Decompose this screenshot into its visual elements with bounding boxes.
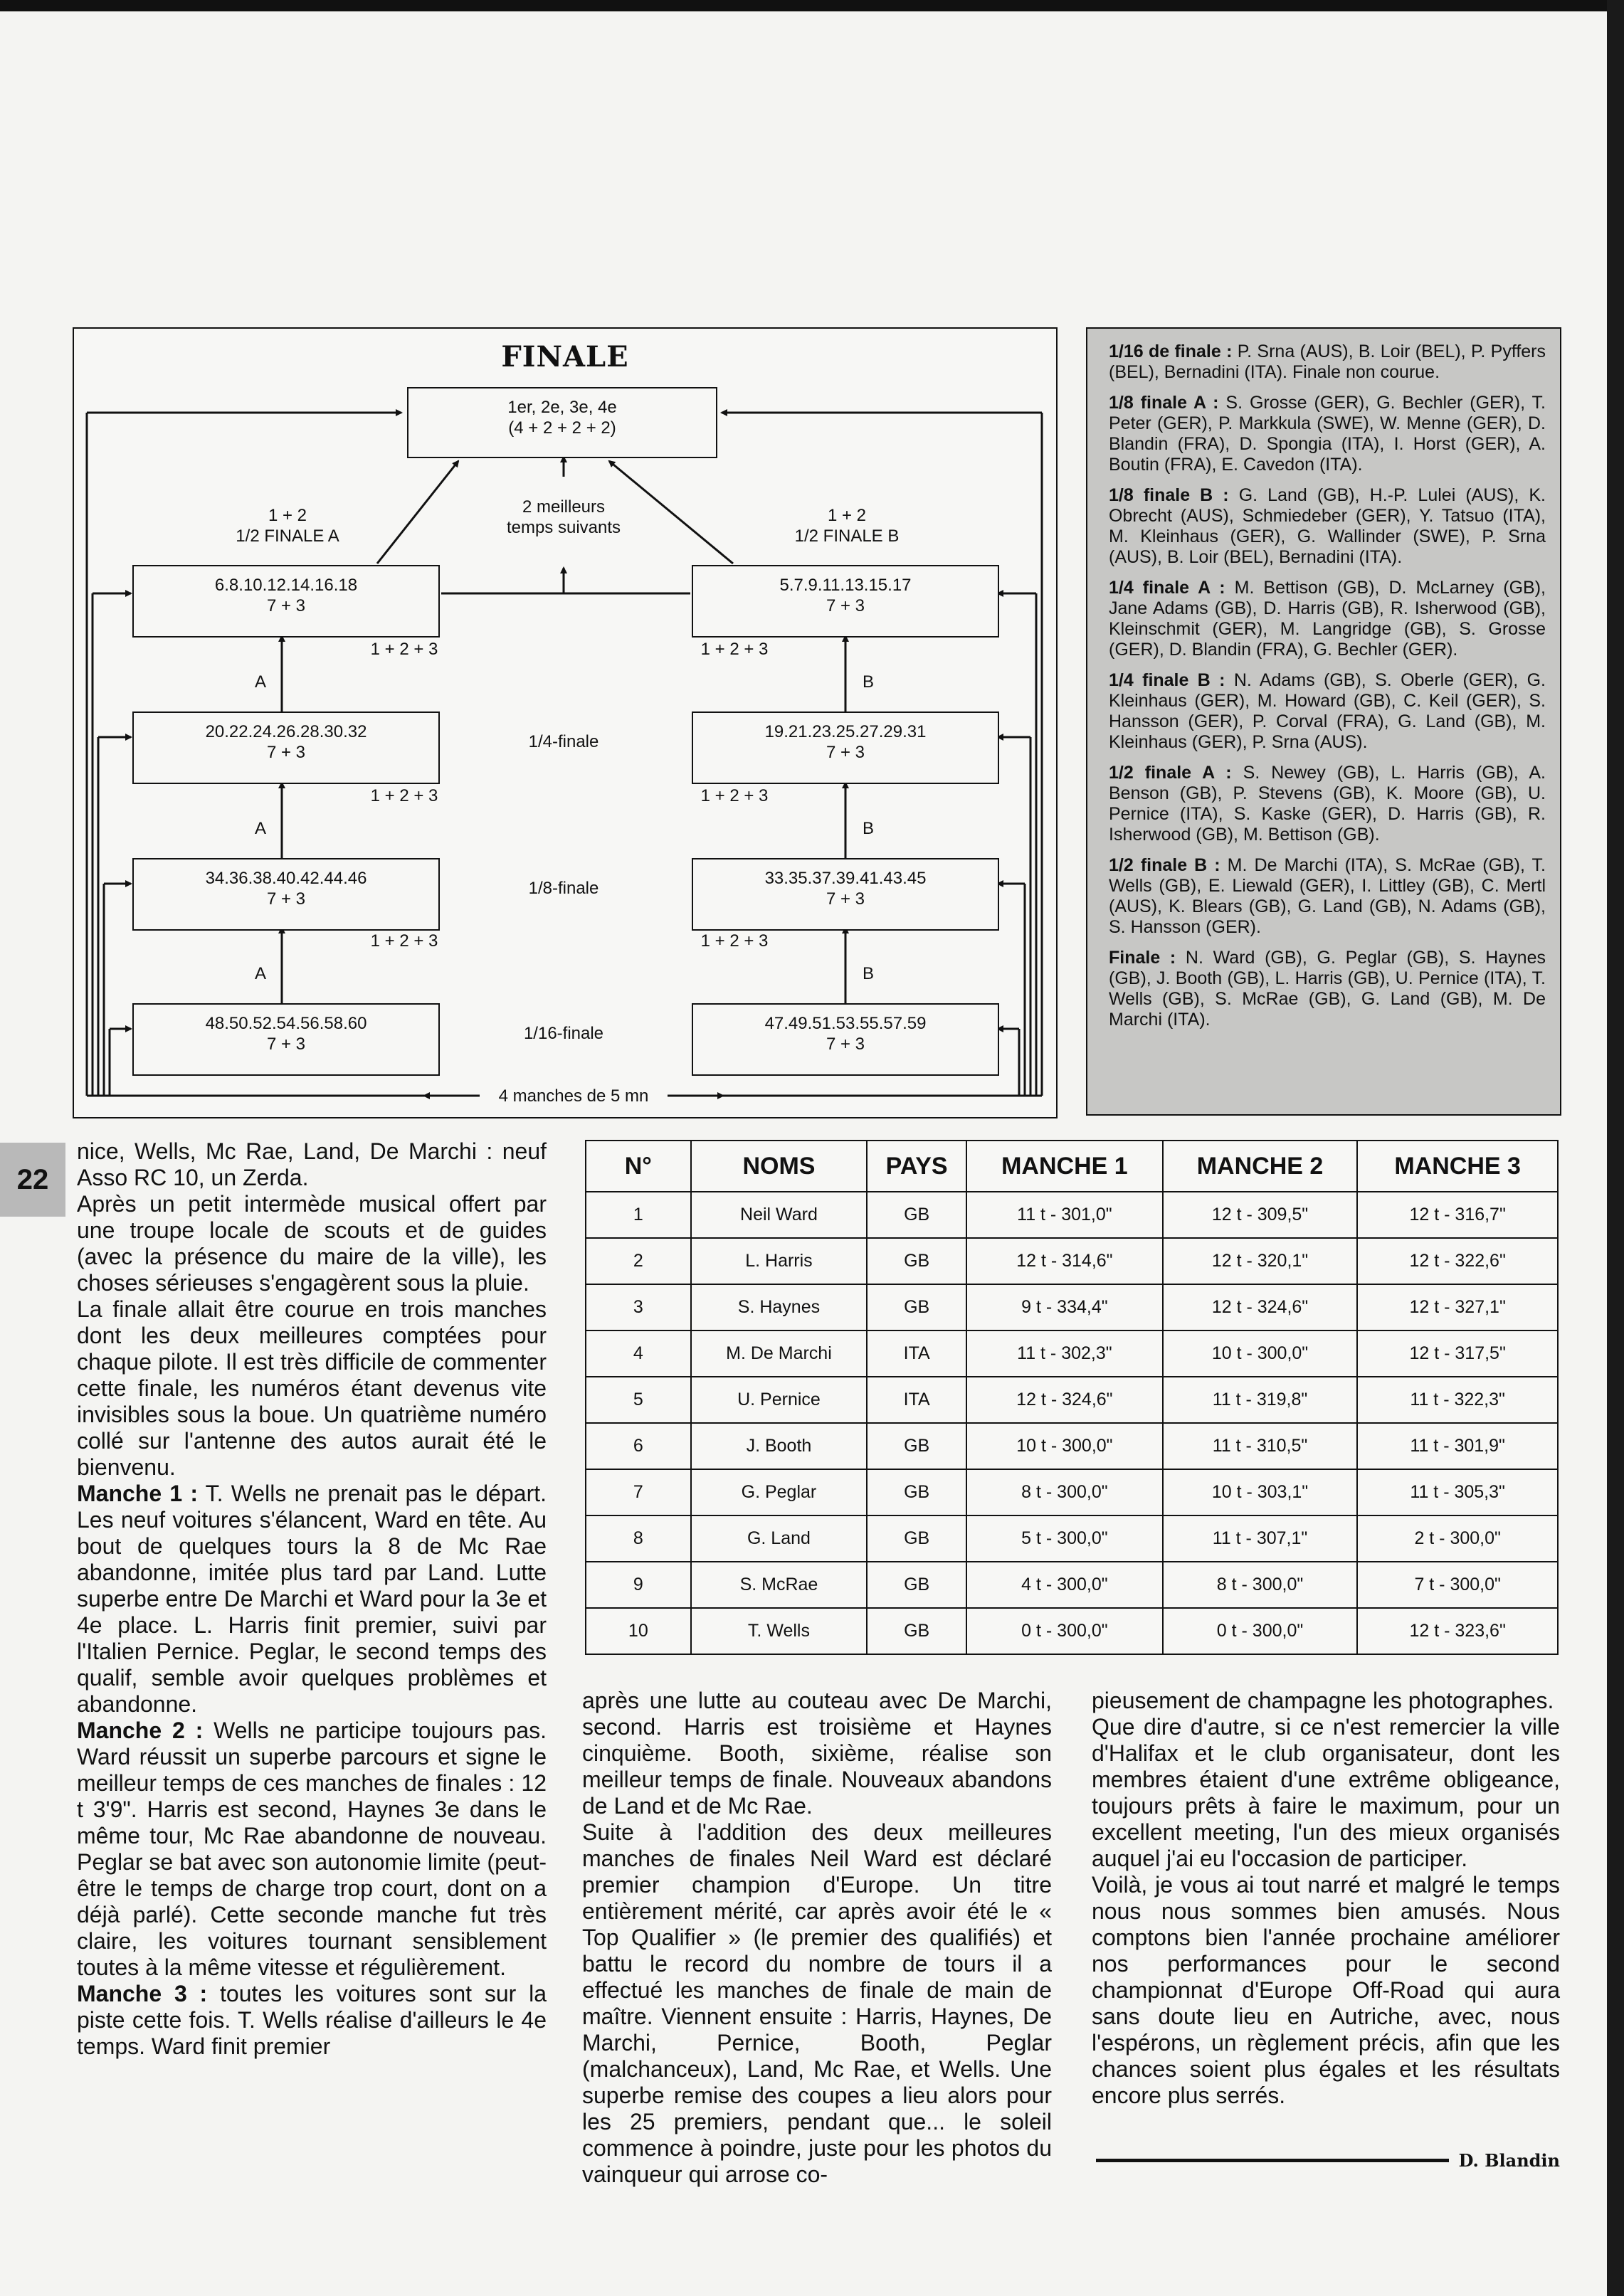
column-header: MANCHE 1 [966, 1141, 1163, 1192]
paragraph-heading: Manche 3 : [77, 1981, 208, 2006]
table-cell: 7 [586, 1469, 691, 1515]
round-heading: 1/16 de finale : [1109, 342, 1233, 361]
table-cell: 12 t - 324,6" [966, 1377, 1163, 1423]
table-cell: 11 t - 319,8" [1163, 1377, 1358, 1423]
article-paragraph [77, 1981, 547, 2060]
table-cell: M. De Marchi [691, 1330, 868, 1377]
column-header: N° [586, 1141, 691, 1192]
final-box-positions: 1er, 2e, 3e, 4e [507, 398, 617, 417]
table-cell: 11 t - 322,3" [1357, 1377, 1558, 1423]
box-split: 7 + 3 [826, 889, 865, 909]
table-cell: 11 t - 301,9" [1357, 1423, 1558, 1469]
round-entry [1109, 485, 1546, 568]
qualify-label: 1 + 2 + 3 [700, 931, 769, 951]
box-split: 7 + 3 [266, 596, 306, 615]
table-cell: 10 t - 300,0" [1163, 1330, 1358, 1377]
round-heading: 1/2 finale B : [1109, 855, 1220, 875]
qualify-label: 1 + 2 + 3 [370, 786, 438, 805]
half-final-b-label [769, 505, 925, 546]
table-row [586, 1330, 1558, 1377]
table-row [586, 1469, 1558, 1515]
article-paragraph: nice, Wells, Mc Rae, Land, De Marchi : neuf Asso RC 10, un Zerda. [77, 1138, 547, 1190]
table-cell: 2 t - 300,0" [1357, 1515, 1558, 1562]
table-cell: 11 t - 302,3" [966, 1330, 1163, 1377]
table-cell: 12 t - 320,1" [1163, 1238, 1358, 1284]
column-header: MANCHE 2 [1163, 1141, 1358, 1192]
round-drivers: M. Bettison (GB), D. McLarney (GB), Jane Adams (GB), D. Harris (GB), R. Isherwood (GB), Kleinschmit (GER), M. Langridge (GB), S. Grosse (GER), D. Blandin (FRA), G. Bechler (GER). [1109, 578, 1546, 660]
table-row [586, 1377, 1558, 1423]
table-cell: 6 [586, 1423, 691, 1469]
table-cell: Neil Ward [691, 1192, 868, 1238]
table-cell: 12 t - 322,6" [1357, 1238, 1558, 1284]
round-drivers: N. Adams (GB), S. Oberle (GER), G. Kleinhaus (GER), M. Howard (GB), C. Keil (GER), S. Hansson (GER), P. Corval (FRA), G. Land (GB), M. Kleinhaus (GER), P. Srna (AUS). [1109, 670, 1546, 752]
round-entry [1109, 393, 1546, 475]
round-heading: 1/8 finale A : [1109, 393, 1219, 413]
box-numbers: 5.7.9.11.13.15.17 [779, 576, 912, 595]
table-cell: 11 t - 310,5" [1163, 1423, 1358, 1469]
table-row [586, 1423, 1558, 1469]
signature-rule [1096, 2159, 1449, 2162]
round-heading: 1/2 finale A : [1109, 763, 1232, 783]
table-row [586, 1515, 1558, 1562]
half-final-a-qualify: 1 + 2 [268, 506, 307, 525]
table-cell: 12 t - 309,5" [1163, 1192, 1358, 1238]
final-box [407, 387, 717, 458]
half-final-a-label [209, 505, 366, 546]
round-entry [1109, 855, 1546, 938]
bracket-box-a-semi [132, 565, 440, 638]
table-cell: 5 [586, 1377, 691, 1423]
half-final-b-title: 1/2 FINALE B [794, 527, 900, 546]
table-cell: 9 t - 334,4" [966, 1284, 1163, 1330]
round-heading: Finale : [1109, 948, 1176, 968]
diagram-title: FINALE [501, 340, 629, 374]
table-cell: 12 t - 316,7" [1357, 1192, 1558, 1238]
box-split: 7 + 3 [266, 889, 306, 909]
half-final-a-title: 1/2 FINALE A [236, 527, 339, 546]
scan-right-edge [1607, 0, 1624, 2296]
bracket-box-b-quarter [692, 711, 999, 784]
table-cell: 12 t - 314,6" [966, 1238, 1163, 1284]
table-cell: 0 t - 300,0" [1163, 1608, 1358, 1654]
author-name: D. Blandin [1458, 2150, 1560, 2171]
box-numbers: 48.50.52.54.56.58.60 [205, 1014, 367, 1033]
round-drivers: M. De Marchi (ITA), S. McRae (GB), T. Wells (GB), E. Liewald (GER), I. Littley (GB), C. Mertl (AUS), K. Blears (GB), G. Land (GB), N. Adams (GB), S. Hansson (GER). [1109, 855, 1546, 937]
table-cell: 12 t - 324,6" [1163, 1284, 1358, 1330]
table-cell: 10 t - 303,1" [1163, 1469, 1358, 1515]
bracket-box-b-sixteenth [692, 1003, 999, 1076]
box-numbers: 34.36.38.40.42.44.46 [205, 869, 367, 888]
article-paragraph: Voilà, je vous ai tout narré et malgré le temps nous nous sommes bien amusés. Nous comptons bien l'année prochaine améliorer nos performances pour le second championnat d'Europe Off-Road qui aura sans doute lieu en Autriche, avec, nous l'espérons, un règlement précis, afin que les chances soient plus égales et les résultats encore plus serrés. [1092, 1872, 1560, 2108]
table-cell: 4 [586, 1330, 691, 1377]
bracket-box-a-sixteenth [132, 1003, 440, 1076]
table-cell: GB [867, 1515, 966, 1562]
author-signature [1096, 2150, 1560, 2171]
box-numbers: 47.49.51.53.55.57.59 [764, 1014, 927, 1033]
article-paragraph: La finale allait être courue en trois manches dont les deux meilleures comptées pour chaque pilote. Il est très difficile de commenter cette finale, les numéros étant devenus vite invisibles sous la boue. Un quatrième numéro collé sur l'antenne des autos aurait été le bienvenu. [77, 1296, 547, 1480]
box-split: 7 + 3 [266, 743, 306, 762]
group-b-letter: B [862, 964, 874, 983]
table-cell: 10 [586, 1608, 691, 1654]
box-split: 7 + 3 [266, 1035, 306, 1054]
round-drivers: S. Newey (GB), L. Harris (GB), A. Benson (GB), P. Stevens (GB), K. Moore (GB), U. Pernice (ITA), S. Kaske (GER), D. Harris (GB), R. Isherwood (GB), M. Bettison (GB). [1109, 763, 1546, 845]
article-paragraph [77, 1718, 547, 1981]
box-numbers: 33.35.37.39.41.43.45 [764, 869, 927, 888]
best-times-label [492, 497, 635, 538]
table-cell: 4 t - 300,0" [966, 1562, 1163, 1608]
round-drivers: G. Land (GB), H.-P. Lulei (AUS), K. Obrecht (AUS), Schmiedeber (GER), Y. Tatsuo (ITA), M. Kleinhaus (GER), G. Wallinder (SWE), P. Srna (AUS), B. Loir (BEL), Bernadini (ITA). [1109, 485, 1546, 567]
box-split: 7 + 3 [826, 596, 865, 615]
table-cell: 0 t - 300,0" [966, 1608, 1163, 1654]
table-cell: GB [867, 1469, 966, 1515]
table-cell: ITA [867, 1330, 966, 1377]
table-cell: GB [867, 1284, 966, 1330]
table-cell: GB [867, 1608, 966, 1654]
group-b-letter: B [862, 819, 874, 838]
table-row [586, 1562, 1558, 1608]
results-by-round-box [1086, 327, 1561, 1116]
box-split: 7 + 3 [826, 743, 865, 762]
paragraph-heading: Manche 2 : [77, 1718, 204, 1743]
round-heading: 1/4 finale B : [1109, 670, 1225, 690]
final-box-points: (4 + 2 + 2 + 2) [508, 418, 616, 438]
round-heading: 1/8 finale B : [1109, 485, 1229, 505]
bracket-box-a-quarter [132, 711, 440, 784]
box-numbers: 6.8.10.12.14.16.18 [214, 576, 358, 595]
article-paragraph: Suite à l'addition des deux meilleures manches de finales Neil Ward est déclaré premier champion d'Europe. Un titre entièrement mérité, car après avoir été le « Top Qualifier » (le premier des qualifiés) et battu le record du nombre de tours il a effectué les manches de finale de main de maître. Viennent ensuite : Harris, Haynes, De Marchi, Pernice, Booth, Peglar (malchanceux), Land, Mc Rae, et Wells. Une superbe remise des coupes a lieu alors pour les 25 premiers, pendant que... le soleil commence à poindre, juste pour les photos du vainqueur qui arrose co- [582, 1819, 1052, 2187]
paragraph-text: T. Wells ne prenait pas le départ. Les neuf voitures s'élancent, Ward en tête. Au bout de quelques tours la 8 de Mc Rae abandonne, imitée plus tard par Land. Lutte superbe entre De Marchi et Ward pour la 3e et 4e place. L. Harris finit premier, suivi par l'Italien Pernice. Peglar, le second temps des qualif, semble avoir quelques problèmes et abandonne. [77, 1481, 547, 1717]
table-row [586, 1608, 1558, 1654]
qualify-label: 1 + 2 + 3 [370, 931, 438, 951]
article-paragraph: après une lutte au couteau avec De Marchi, second. Harris est troisième et Haynes cinquième. Booth, sixième, réalise son meilleur temps de finale. Nouveaux abandons de Land et de Mc Rae. [582, 1688, 1052, 1819]
article-column-3 [1092, 1688, 1560, 2109]
article-column-2 [582, 1688, 1052, 2188]
table-cell: GB [867, 1238, 966, 1284]
table-cell: 12 t - 327,1" [1357, 1284, 1558, 1330]
table-cell: 8 [586, 1515, 691, 1562]
table-cell: G. Peglar [691, 1469, 868, 1515]
table-row [586, 1284, 1558, 1330]
table-cell: J. Booth [691, 1423, 868, 1469]
table-cell: 9 [586, 1562, 691, 1608]
box-split: 7 + 3 [826, 1035, 865, 1054]
table-cell: G. Land [691, 1515, 868, 1562]
table-cell: 12 t - 323,6" [1357, 1608, 1558, 1654]
table-header-row [586, 1141, 1558, 1192]
round-entry [1109, 948, 1546, 1030]
table-cell: S. McRae [691, 1562, 868, 1608]
half-final-b-qualify: 1 + 2 [827, 506, 867, 525]
round-heading: 1/4 finale A : [1109, 578, 1225, 598]
finale-bracket-diagram [73, 327, 1058, 1118]
paragraph-text: toutes les voitures sont sur la piste cette fois. T. Wells réalise d'ailleurs le 4e temps. Ward finit premier [77, 1981, 547, 2059]
table-cell: L. Harris [691, 1238, 868, 1284]
final-results-table [585, 1140, 1559, 1655]
table-cell: 12 t - 317,5" [1357, 1330, 1558, 1377]
table-cell: 8 t - 300,0" [1163, 1562, 1358, 1608]
group-b-letter: B [862, 672, 874, 692]
table-cell: U. Pernice [691, 1377, 868, 1423]
box-numbers: 19.21.23.25.27.29.31 [764, 722, 927, 741]
table-cell: GB [867, 1423, 966, 1469]
page-number: 22 [0, 1143, 65, 1217]
article-paragraph: pieusement de champagne les photographes. [1092, 1688, 1554, 1713]
qualify-label: 1 + 2 + 3 [700, 640, 769, 659]
table-cell: S. Haynes [691, 1284, 868, 1330]
article-paragraph [77, 1481, 547, 1718]
round-label-sixteenth: 1/16-finale [523, 1024, 604, 1043]
qualify-label: 1 + 2 + 3 [700, 786, 769, 805]
round-drivers: N. Ward (GB), G. Peglar (GB), S. Haynes (GB), J. Booth (GB), L. Harris (GB), U. Pernice (ITA), T. Wells (GB), S. McRae (GB), G. Land (GB), M. De Marchi (ITA). [1109, 948, 1546, 1030]
column-header: MANCHE 3 [1357, 1141, 1558, 1192]
round-entry [1109, 578, 1546, 660]
table-cell: 10 t - 300,0" [966, 1423, 1163, 1469]
column-header: PAYS [867, 1141, 966, 1192]
best-times-line2: temps suivants [506, 518, 621, 537]
table-cell: T. Wells [691, 1608, 868, 1654]
round-drivers: S. Grosse (GER), G. Bechler (GER), T. Peter (GER), P. Markkula (SWE), W. Menne (GER), D. Blandin (FRA), D. Spongia (ITA), I. Horst (GER), A. Boutin (FRA), E. Cavedon (ITA). [1109, 393, 1546, 475]
paragraph-heading: Manche 1 : [77, 1481, 199, 1506]
table-cell: 2 [586, 1238, 691, 1284]
table-cell: 11 t - 301,0" [966, 1192, 1163, 1238]
group-a-letter: A [254, 819, 266, 838]
round-label-eighth: 1/8-finale [528, 879, 599, 898]
article-paragraph: Après un petit intermède musical offert par une troupe locale de scouts et de guides (avec la présence du maire de la ville), les choses sérieuses s'engagèrent sous la pluie. [77, 1191, 547, 1296]
qualify-label: 1 + 2 + 3 [370, 640, 438, 659]
table-cell: ITA [867, 1377, 966, 1423]
bracket-box-a-eighth [132, 858, 440, 931]
table-cell: 5 t - 300,0" [966, 1515, 1163, 1562]
group-a-letter: A [254, 964, 266, 983]
table-cell: GB [867, 1192, 966, 1238]
article-paragraph: Que dire d'autre, si ce n'est remercier la ville d'Halifax et le club organisateur, dont les membres étaient d'une extrême obligeance, toujours prêts à faire le maximum, pour un excellent meeting, l'un des mieux organisés auquel j'ai eu l'occasion de participer. [1092, 1714, 1560, 1871]
table-cell: 1 [586, 1192, 691, 1238]
table-cell: 11 t - 305,3" [1357, 1469, 1558, 1515]
table-row [586, 1238, 1558, 1284]
box-numbers: 20.22.24.26.28.30.32 [205, 722, 367, 741]
article-column-1 [77, 1138, 547, 2060]
heats-duration-label: 4 manches de 5 mn [498, 1086, 649, 1106]
paragraph-text: Wells ne participe toujours pas. Ward réussit un superbe parcours et signe le meilleur temps de ces manches de finales : 12 t 3'9". Harris est second, Haynes 3e dans le même tour, Mc Rae abandonne de nouveau. Peglar se bat avec son autonomie limite (peut-être le temps de charge trop court, dont on a déjà parlé). Cette seconde manche fut très claire, les voitures tournant sensiblement toutes à la même vitesse et régulièrement. [77, 1718, 547, 1980]
best-times-line1: 2 meilleurs [522, 497, 606, 517]
group-a-letter: A [254, 672, 266, 692]
table-cell: 3 [586, 1284, 691, 1330]
bracket-box-b-eighth [692, 858, 999, 931]
bracket-box-b-semi [692, 565, 999, 638]
table-cell: 8 t - 300,0" [966, 1469, 1163, 1515]
table-cell: 11 t - 307,1" [1163, 1515, 1358, 1562]
table-cell: GB [867, 1562, 966, 1608]
round-drivers: P. Srna (AUS), B. Loir (BEL), P. Pyffers (BEL), Bernadini (ITA). Finale non courue. [1109, 342, 1546, 382]
scan-top-edge [0, 0, 1624, 11]
round-entry [1109, 763, 1546, 845]
column-header: NOMS [691, 1141, 868, 1192]
round-label-quarter: 1/4-finale [528, 732, 599, 751]
round-entry [1109, 342, 1546, 383]
round-entry [1109, 670, 1546, 753]
table-row [586, 1192, 1558, 1238]
table-cell: 7 t - 300,0" [1357, 1562, 1558, 1608]
